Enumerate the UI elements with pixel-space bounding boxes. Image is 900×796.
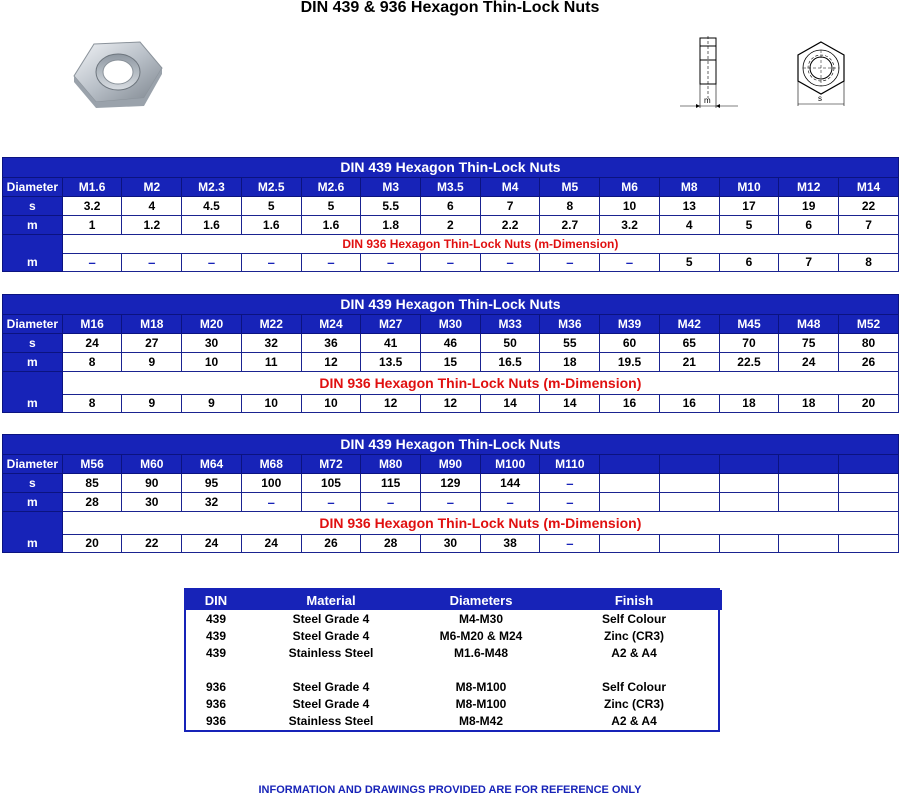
- value-cell: 7: [839, 216, 899, 235]
- value-cell: 5: [719, 216, 779, 235]
- finish-cell: A2 & A4: [611, 713, 657, 728]
- value-cell: [779, 535, 839, 553]
- s-row: [3, 197, 899, 216]
- table-row: [186, 695, 722, 712]
- value-cell: [839, 493, 899, 512]
- value-cell: 18: [779, 395, 839, 413]
- material-cell: [246, 661, 416, 678]
- size-cell: M45: [719, 315, 779, 334]
- value-cell: 5: [659, 254, 719, 272]
- value-cell: 10: [301, 395, 361, 413]
- value-cell: 5.5: [361, 197, 421, 216]
- value-cell: 19.5: [600, 353, 660, 372]
- value-cell: 17: [719, 197, 779, 216]
- value-cell: 2: [421, 216, 481, 235]
- value-cell: 19: [779, 197, 839, 216]
- spec-table-3: [2, 434, 899, 553]
- finish-column-header: Finish: [546, 590, 722, 610]
- value-cell: –: [361, 493, 421, 512]
- size-cell: M72: [301, 455, 361, 474]
- value-cell: 11: [241, 353, 301, 372]
- diameter-label: Diameter: [3, 455, 63, 474]
- value-cell: –: [540, 535, 600, 553]
- value-cell: 10: [241, 395, 301, 413]
- value-cell: 12: [421, 395, 481, 413]
- diameter-label: Diameter: [3, 315, 63, 334]
- value-cell: 24: [182, 535, 242, 553]
- value-cell: –: [241, 493, 301, 512]
- value-cell: 3.2: [600, 216, 660, 235]
- value-cell: 38: [480, 535, 540, 553]
- material-cell: Steel Grade 4: [292, 696, 370, 711]
- m-row: [3, 353, 899, 372]
- size-row: [3, 315, 899, 334]
- size-cell: M1.6: [62, 178, 122, 197]
- value-cell: 28: [361, 535, 421, 553]
- value-cell: 95: [182, 474, 242, 493]
- value-cell: [839, 474, 899, 493]
- size-cell: [659, 455, 719, 474]
- s-label: s: [3, 474, 63, 493]
- value-cell: [659, 493, 719, 512]
- size-cell: M90: [421, 455, 481, 474]
- material-cell: Steel Grade 4: [292, 611, 370, 626]
- hex-nut-photo: [72, 38, 164, 110]
- size-cell: M80: [361, 455, 421, 474]
- value-cell: 26: [301, 535, 361, 553]
- size-cell: M42: [659, 315, 719, 334]
- value-cell: 20: [839, 395, 899, 413]
- din-cell: 439: [205, 611, 227, 626]
- value-cell: 5: [241, 197, 301, 216]
- value-cell: 1: [62, 216, 122, 235]
- size-cell: [779, 455, 839, 474]
- material-cell: Steel Grade 4: [292, 679, 370, 694]
- diameters-cell: M8-M100: [455, 679, 507, 694]
- value-cell: 6: [421, 197, 481, 216]
- size-cell: M2.3: [182, 178, 242, 197]
- value-cell: 9: [182, 395, 242, 413]
- value-cell: 32: [182, 493, 242, 512]
- page-title: DIN 439 & 936 Hexagon Thin-Lock Nuts: [300, 0, 600, 16]
- value-cell: 8: [839, 254, 899, 272]
- material-column-header: Material: [246, 590, 416, 610]
- table-row: [186, 678, 722, 695]
- value-cell: 1.8: [361, 216, 421, 235]
- value-cell: 1.6: [301, 216, 361, 235]
- table-row: [186, 610, 722, 627]
- value-cell: 30: [122, 493, 182, 512]
- table-row: [186, 644, 722, 661]
- value-cell: –: [421, 254, 481, 272]
- size-cell: M6: [600, 178, 660, 197]
- value-cell: 18: [540, 353, 600, 372]
- size-cell: M52: [839, 315, 899, 334]
- diameters-cell: M8-M42: [458, 713, 503, 728]
- value-cell: [719, 535, 779, 553]
- size-cell: M3: [361, 178, 421, 197]
- diameters-cell: M8-M100: [455, 696, 507, 711]
- value-cell: 24: [779, 353, 839, 372]
- materials-header-row: [186, 590, 722, 610]
- m-label: m: [3, 493, 63, 512]
- value-cell: –: [361, 254, 421, 272]
- table-header: DIN 439 Hexagon Thin-Lock Nuts: [3, 158, 899, 178]
- size-cell: M20: [182, 315, 242, 334]
- table-header: DIN 439 Hexagon Thin-Lock Nuts: [3, 295, 899, 315]
- value-cell: –: [480, 493, 540, 512]
- m936-label: m: [3, 235, 63, 272]
- diameter-label: Diameter: [3, 178, 63, 197]
- size-cell: M5: [540, 178, 600, 197]
- value-cell: 2.2: [480, 216, 540, 235]
- finish-cell: Zinc (CR3): [604, 628, 664, 643]
- value-cell: 24: [241, 535, 301, 553]
- m-row: [3, 493, 899, 512]
- value-cell: [779, 493, 839, 512]
- size-row: [3, 178, 899, 197]
- size-cell: M56: [62, 455, 122, 474]
- value-cell: 20: [62, 535, 122, 553]
- size-cell: M110: [540, 455, 600, 474]
- value-cell: –: [480, 254, 540, 272]
- m936-label: m: [3, 372, 63, 413]
- value-cell: 18: [719, 395, 779, 413]
- size-cell: M8: [659, 178, 719, 197]
- value-cell: [839, 535, 899, 553]
- front-view-drawing: [792, 40, 850, 108]
- value-cell: 6: [719, 254, 779, 272]
- value-cell: 1.2: [122, 216, 182, 235]
- value-cell: 65: [659, 334, 719, 353]
- finish-cell: Self Colour: [601, 679, 666, 694]
- size-cell: M64: [182, 455, 242, 474]
- value-cell: 30: [182, 334, 242, 353]
- value-cell: [600, 535, 660, 553]
- value-cell: 7: [779, 254, 839, 272]
- value-cell: –: [301, 493, 361, 512]
- spec-table-1: [2, 157, 899, 272]
- value-cell: 115: [361, 474, 421, 493]
- m936-row: [3, 395, 899, 413]
- value-cell: 8: [540, 197, 600, 216]
- value-cell: 41: [361, 334, 421, 353]
- value-cell: –: [540, 474, 600, 493]
- front-view-label: s: [818, 94, 822, 103]
- din-cell: [186, 661, 246, 678]
- value-cell: 8: [62, 353, 122, 372]
- size-cell: M14: [839, 178, 899, 197]
- value-cell: 90: [122, 474, 182, 493]
- size-cell: M2: [122, 178, 182, 197]
- value-cell: 9: [122, 395, 182, 413]
- material-cell: Stainless Steel: [288, 713, 374, 728]
- table-row: [186, 712, 722, 729]
- value-cell: –: [301, 254, 361, 272]
- value-cell: 129: [421, 474, 481, 493]
- value-cell: 9: [122, 353, 182, 372]
- value-cell: 24: [62, 334, 122, 353]
- value-cell: 5: [301, 197, 361, 216]
- value-cell: 14: [480, 395, 540, 413]
- value-cell: 144: [480, 474, 540, 493]
- value-cell: –: [421, 493, 481, 512]
- value-cell: 1.6: [182, 216, 242, 235]
- finish-cell: [546, 661, 722, 678]
- value-cell: 28: [62, 493, 122, 512]
- value-cell: 4.5: [182, 197, 242, 216]
- material-cell: Steel Grade 4: [292, 628, 370, 643]
- value-cell: 10: [182, 353, 242, 372]
- m936-label: m: [3, 512, 63, 553]
- din-cell: 936: [205, 679, 227, 694]
- m-label: m: [3, 216, 63, 235]
- finish-cell: Zinc (CR3): [604, 696, 664, 711]
- value-cell: 22.5: [719, 353, 779, 372]
- value-cell: –: [182, 254, 242, 272]
- m-label: m: [3, 353, 63, 372]
- din-cell: 439: [205, 628, 227, 643]
- value-cell: 36: [301, 334, 361, 353]
- value-cell: 22: [839, 197, 899, 216]
- size-cell: M100: [480, 455, 540, 474]
- size-cell: [719, 455, 779, 474]
- value-cell: –: [241, 254, 301, 272]
- din936-subheader: DIN 936 Hexagon Thin-Lock Nuts (m-Dimension): [62, 372, 898, 395]
- value-cell: –: [122, 254, 182, 272]
- value-cell: [719, 493, 779, 512]
- value-cell: [659, 535, 719, 553]
- value-cell: 85: [62, 474, 122, 493]
- din936-subheader: DIN 936 Hexagon Thin-Lock Nuts (m-Dimension): [62, 235, 898, 254]
- size-cell: M2.5: [241, 178, 301, 197]
- value-cell: 70: [719, 334, 779, 353]
- value-cell: 12: [301, 353, 361, 372]
- value-cell: 32: [241, 334, 301, 353]
- value-cell: 6: [779, 216, 839, 235]
- value-cell: 75: [779, 334, 839, 353]
- value-cell: 2.7: [540, 216, 600, 235]
- value-cell: 22: [122, 535, 182, 553]
- value-cell: 16: [600, 395, 660, 413]
- size-cell: M24: [301, 315, 361, 334]
- materials-table: [184, 588, 720, 732]
- value-cell: 4: [659, 216, 719, 235]
- table-row: [186, 627, 722, 644]
- din-cell: 936: [205, 713, 227, 728]
- value-cell: 13.5: [361, 353, 421, 372]
- size-cell: M27: [361, 315, 421, 334]
- spec-table-2: [2, 294, 899, 413]
- material-cell: Stainless Steel: [288, 645, 374, 660]
- size-cell: M12: [779, 178, 839, 197]
- size-cell: M60: [122, 455, 182, 474]
- value-cell: 14: [540, 395, 600, 413]
- size-cell: M18: [122, 315, 182, 334]
- value-cell: 80: [839, 334, 899, 353]
- value-cell: 3.2: [62, 197, 122, 216]
- m936-row: [3, 254, 899, 272]
- value-cell: 21: [659, 353, 719, 372]
- value-cell: 27: [122, 334, 182, 353]
- diameters-cell: [416, 661, 546, 678]
- din936-subheader: DIN 936 Hexagon Thin-Lock Nuts (m-Dimension): [62, 512, 898, 535]
- value-cell: 60: [600, 334, 660, 353]
- diameters-column-header: Diameters: [416, 590, 546, 610]
- table-header: DIN 439 Hexagon Thin-Lock Nuts: [3, 435, 899, 455]
- value-cell: 10: [600, 197, 660, 216]
- value-cell: 12: [361, 395, 421, 413]
- value-cell: –: [62, 254, 122, 272]
- finish-cell: Self Colour: [601, 611, 666, 626]
- value-cell: –: [540, 254, 600, 272]
- value-cell: [719, 474, 779, 493]
- side-view-drawing: [678, 36, 740, 112]
- value-cell: –: [600, 254, 660, 272]
- value-cell: 46: [421, 334, 481, 353]
- value-cell: [779, 474, 839, 493]
- size-cell: M33: [480, 315, 540, 334]
- size-cell: [600, 455, 660, 474]
- size-cell: M2.6: [301, 178, 361, 197]
- m-row: [3, 216, 899, 235]
- value-cell: 100: [241, 474, 301, 493]
- value-cell: [600, 493, 660, 512]
- value-cell: 50: [480, 334, 540, 353]
- value-cell: 16.5: [480, 353, 540, 372]
- diameters-cell: M4-M30: [458, 611, 503, 626]
- size-cell: M10: [719, 178, 779, 197]
- diameters-cell: M1.6-M48: [453, 645, 509, 660]
- disclaimer-footer: INFORMATION AND DRAWINGS PROVIDED ARE FOR REFERENCE ONLY: [258, 784, 642, 796]
- value-cell: [659, 474, 719, 493]
- size-cell: M36: [540, 315, 600, 334]
- value-cell: 8: [62, 395, 122, 413]
- size-cell: M30: [421, 315, 481, 334]
- value-cell: 4: [122, 197, 182, 216]
- size-cell: M4: [480, 178, 540, 197]
- size-row: [3, 455, 899, 474]
- side-view-label: m: [704, 96, 711, 105]
- value-cell: 15: [421, 353, 481, 372]
- size-cell: M3.5: [421, 178, 481, 197]
- m936-row: [3, 535, 899, 553]
- din-cell: 936: [205, 696, 227, 711]
- value-cell: 1.6: [241, 216, 301, 235]
- s-label: s: [3, 334, 63, 353]
- s-row: [3, 334, 899, 353]
- din-cell: 439: [205, 645, 227, 660]
- value-cell: 16: [659, 395, 719, 413]
- value-cell: 13: [659, 197, 719, 216]
- din-column-header: DIN: [186, 590, 246, 610]
- value-cell: [600, 474, 660, 493]
- size-cell: M68: [241, 455, 301, 474]
- size-cell: [839, 455, 899, 474]
- diameters-cell: M6-M20 & M24: [439, 628, 523, 643]
- size-cell: M16: [62, 315, 122, 334]
- size-cell: M48: [779, 315, 839, 334]
- table-row: [186, 661, 722, 678]
- s-label: s: [3, 197, 63, 216]
- value-cell: 7: [480, 197, 540, 216]
- finish-cell: A2 & A4: [611, 645, 657, 660]
- s-row: [3, 474, 899, 493]
- value-cell: –: [540, 493, 600, 512]
- size-cell: M22: [241, 315, 301, 334]
- value-cell: 26: [839, 353, 899, 372]
- value-cell: 30: [421, 535, 481, 553]
- size-cell: M39: [600, 315, 660, 334]
- value-cell: 55: [540, 334, 600, 353]
- value-cell: 105: [301, 474, 361, 493]
